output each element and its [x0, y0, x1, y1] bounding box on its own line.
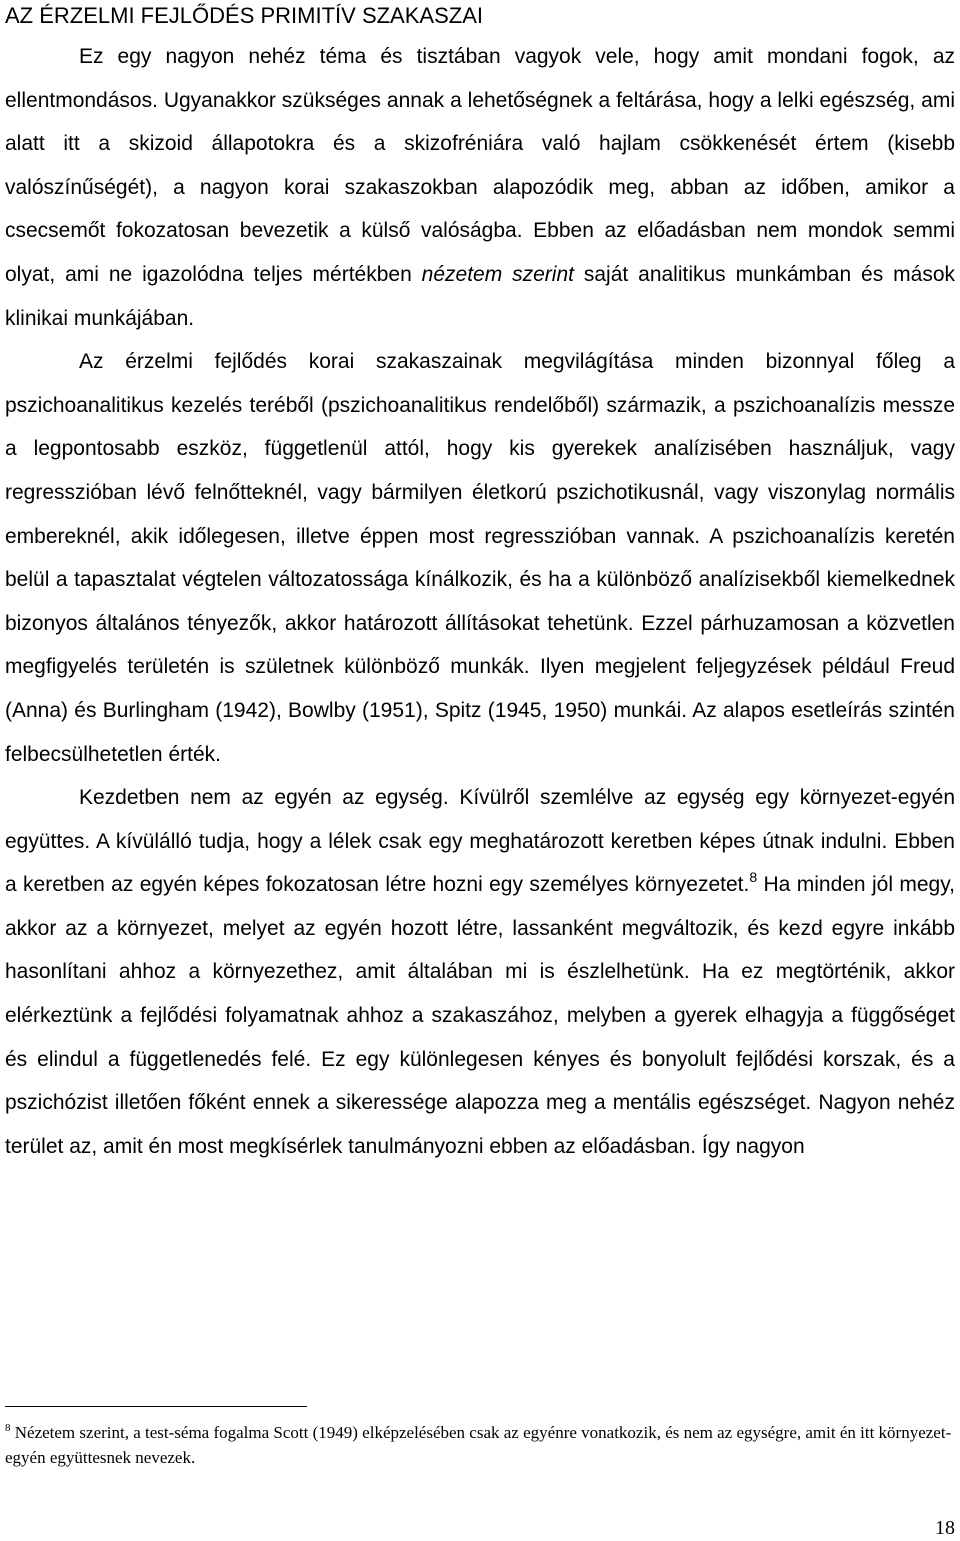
paragraph-1-emphasis: nézetem szerint	[421, 262, 574, 286]
paragraph-3-text-b: Ha minden jól megy, akkor az a környezet, melyet az egyén hozott létre, lassanként megváltozik, és kezd egyre inkább hasonlítani ahhoz a környezethez, amit általában mi is észlelhetünk. Ha ez megtörténik, akkor elérkeztünk a fejlődési folyamatnak ahhoz a szakaszához, melyben a gyerek elhagyja a függőséget és elindul a függetlenedés felé. Ez egy különlegesen kényes és bonyolult fejlődési korszak, és a pszichózist illetően főként ennek a sikeressége alapozza meg a mentális egészséget. Nagyon nehéz terület az, amit én most megkísérlek tanulmányozni ebben az előadásban. Így nagyon	[5, 873, 955, 1158]
body-text	[5, 35, 955, 1168]
paragraph-1-text-a: Ez egy nagyon nehéz téma és tisztában vagyok vele, hogy amit mondani fogok, az ellentmondásos. Ugyanakkor szükséges annak a lehetőségnek a feltárása, hogy a lelki egészség, ami alatt itt a skizoid állapotokra és a skizofréniára való hajlam csökkenését értem (kisebb valószínűségét), a nagyon korai szakaszokban alapozódik meg, abban az időben, amikor a csecsemőt fokozatosan bevezetik a külső valóságba. Ebben az előadásban nem mondok semmi olyat, ami ne igazolódna teljes mértékben	[5, 45, 955, 286]
paragraph-2: Az érzelmi fejlődés korai szakaszainak megvilágítása minden bizonnyal főleg a pszichoanalitikus kezelés teréből (pszichoanalitikus rendelőből) származik, a pszichoanalízis messze a legpontosabb eszköz, függetlenül attól, hogy kis gyerekek analízisében használjuk, vagy regresszióban lévő felnőtteknél, vagy bármilyen életkorú pszichotikusnál, vagy viszonylag normális embereknél, akik időlegesen, illetve éppen most regresszióban vannak. A pszichoanalízis keretén belül a tapasztalat végtelen változatossága kínálkozik, és ha a különböző analízisekből kiemelkednek bizonyos általános tényezők, akkor határozott állításokat tehetünk. Ezzel párhuzamosan a közvetlen megfigyelés területén is születnek különböző munkák. Ilyen megjelent feljegyzések például Freud (Anna) és Burlingham (1942), Bowlby (1951), Spitz (1945, 1950) munkái. Az alapos esetleírás szintén felbecsülhetetlen érték.	[5, 350, 955, 766]
footnote-separator	[5, 1406, 307, 1407]
paragraph-1	[5, 35, 955, 340]
paragraph-3	[5, 776, 955, 1168]
footnote-text: Nézetem szerint, a test-séma fogalma Scott (1949) elképzelésében csak az egyénre vonatkozik, és nem az egységre, amit én itt környezet-egyén együttesnek nevezek.	[5, 1423, 952, 1467]
footnote-reference[interactable]: 8	[749, 869, 758, 886]
chapter-heading: AZ ÉRZELMI FEJLŐDÉS PRIMITÍV SZAKASZAI	[5, 3, 483, 28]
paragraph-3-text-a: Kezdetben nem az egyén az egység. Kívülről szemlélve az egység egy környezet-egyén együttes. A kívülálló tudja, hogy a lélek csak egy meghatározott keretben képes útnak indulni. Ebben a keretben az egyén képes fokozatosan létre hozni egy személyes környezetet.	[5, 786, 955, 897]
paragraph-1-text-b: saját analitikus munkámban és mások klinikai munkájában.	[5, 262, 955, 330]
page-number: 18	[935, 1517, 955, 1539]
footnote	[5, 1420, 955, 1470]
footnote-number: 8	[5, 1422, 11, 1434]
